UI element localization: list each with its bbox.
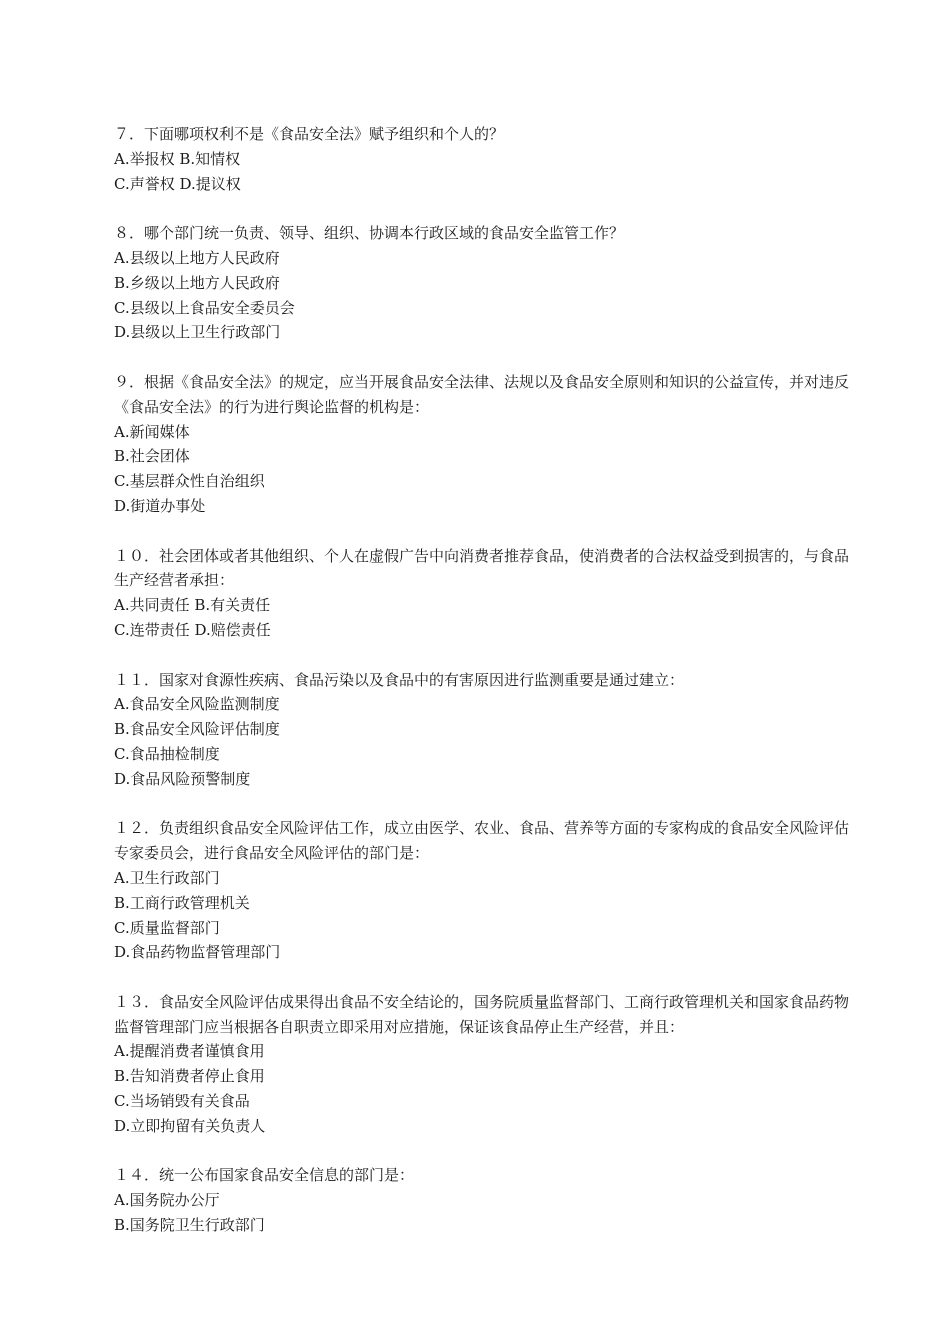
option-line: C.连带责任 D.赔偿责任 bbox=[114, 620, 271, 639]
question-stem: １４．统一公布国家食品安全信息的部门是： bbox=[114, 1166, 415, 1185]
question-8 bbox=[114, 221, 854, 345]
option-line: A.提醒消费者谨慎食用 bbox=[114, 1042, 265, 1061]
option-line: B.国务院卫生行政部门 bbox=[114, 1216, 265, 1235]
option-line: C.食品抽检制度 bbox=[114, 744, 220, 763]
option-line: A.卫生行政部门 bbox=[114, 868, 220, 887]
question-stem: ７．下面哪项权利不是《食品安全法》赋予组织和个人的？ bbox=[114, 125, 505, 143]
option-line: B.食品安全风险评估制度 bbox=[114, 720, 280, 739]
option-line: A.食品安全风险监测制度 bbox=[114, 695, 280, 714]
option-line: B.社会团体 bbox=[114, 447, 190, 466]
option-line: C.声誉权 D.提议权 bbox=[114, 174, 241, 193]
option-line: A.县级以上地方人民政府 bbox=[114, 248, 280, 267]
option-line: C.当场销毁有关食品 bbox=[114, 1092, 250, 1111]
question-stem: １２．负责组织食品安全风险评估工作，成立由医学、农业、食品、营养等方面的专家构成的食品安全风险评估专家委员会，进行食品安全风险评估的部门是： bbox=[114, 819, 850, 863]
question-stem: １１．国家对食源性疾病、食品污染以及食品中的有害原因进行监测重要是通过建立： bbox=[114, 670, 685, 689]
option-line: D.立即拘留有关负责人 bbox=[114, 1116, 266, 1135]
option-line: A.共同责任 B.有关责任 bbox=[114, 596, 271, 615]
option-line: C.质量监督部门 bbox=[114, 918, 220, 937]
question-stem: １０．社会团体或者其他组织、个人在虚假广告中向消费者推荐食品，使消费者的合法权益受到损害的，与食品生产经营者承担： bbox=[114, 546, 850, 590]
option-line: C.基层群众性自治组织 bbox=[114, 472, 265, 491]
option-line: D.县级以上卫生行政部门 bbox=[114, 323, 281, 342]
question-9 bbox=[114, 370, 854, 519]
question-10 bbox=[114, 544, 854, 643]
question-11 bbox=[114, 668, 854, 792]
option-line: B.告知消费者停止食用 bbox=[114, 1067, 265, 1086]
question-12 bbox=[114, 816, 854, 965]
option-line: D.食品药物监督管理部门 bbox=[114, 943, 281, 962]
question-stem: １３．食品安全风险评估成果得出食品不安全结论的，国务院质量监督部门、工商行政管理机关和国家食品药物监督管理部门应当根据各自职责立即采用对应措施，保证该食品停止生产经营，并且： bbox=[114, 992, 850, 1036]
option-line: D.食品风险预警制度 bbox=[114, 769, 251, 788]
option-line: D.街道办事处 bbox=[114, 496, 206, 515]
question-13 bbox=[114, 990, 854, 1139]
question-stem: ９．根据《食品安全法》的规定，应当开展食品安全法律、法规以及食品安全原则和知识的公益宣传，并对违反《食品安全法》的行为进行舆论监督的机构是： bbox=[114, 372, 850, 416]
option-line: A.新闻媒体 bbox=[114, 422, 190, 441]
document-page bbox=[114, 122, 854, 1263]
question-7 bbox=[114, 122, 854, 196]
option-line: A.举报权 B.知情权 bbox=[114, 149, 241, 168]
option-line: B.工商行政管理机关 bbox=[114, 893, 250, 912]
option-line: C.县级以上食品安全委员会 bbox=[114, 298, 295, 317]
option-line: B.乡级以上地方人民政府 bbox=[114, 273, 280, 292]
option-line: A.国务院办公厅 bbox=[114, 1191, 220, 1210]
question-stem: ８．哪个部门统一负责、领导、组织、协调本行政区域的食品安全监管工作？ bbox=[114, 224, 625, 243]
question-14 bbox=[114, 1163, 854, 1237]
